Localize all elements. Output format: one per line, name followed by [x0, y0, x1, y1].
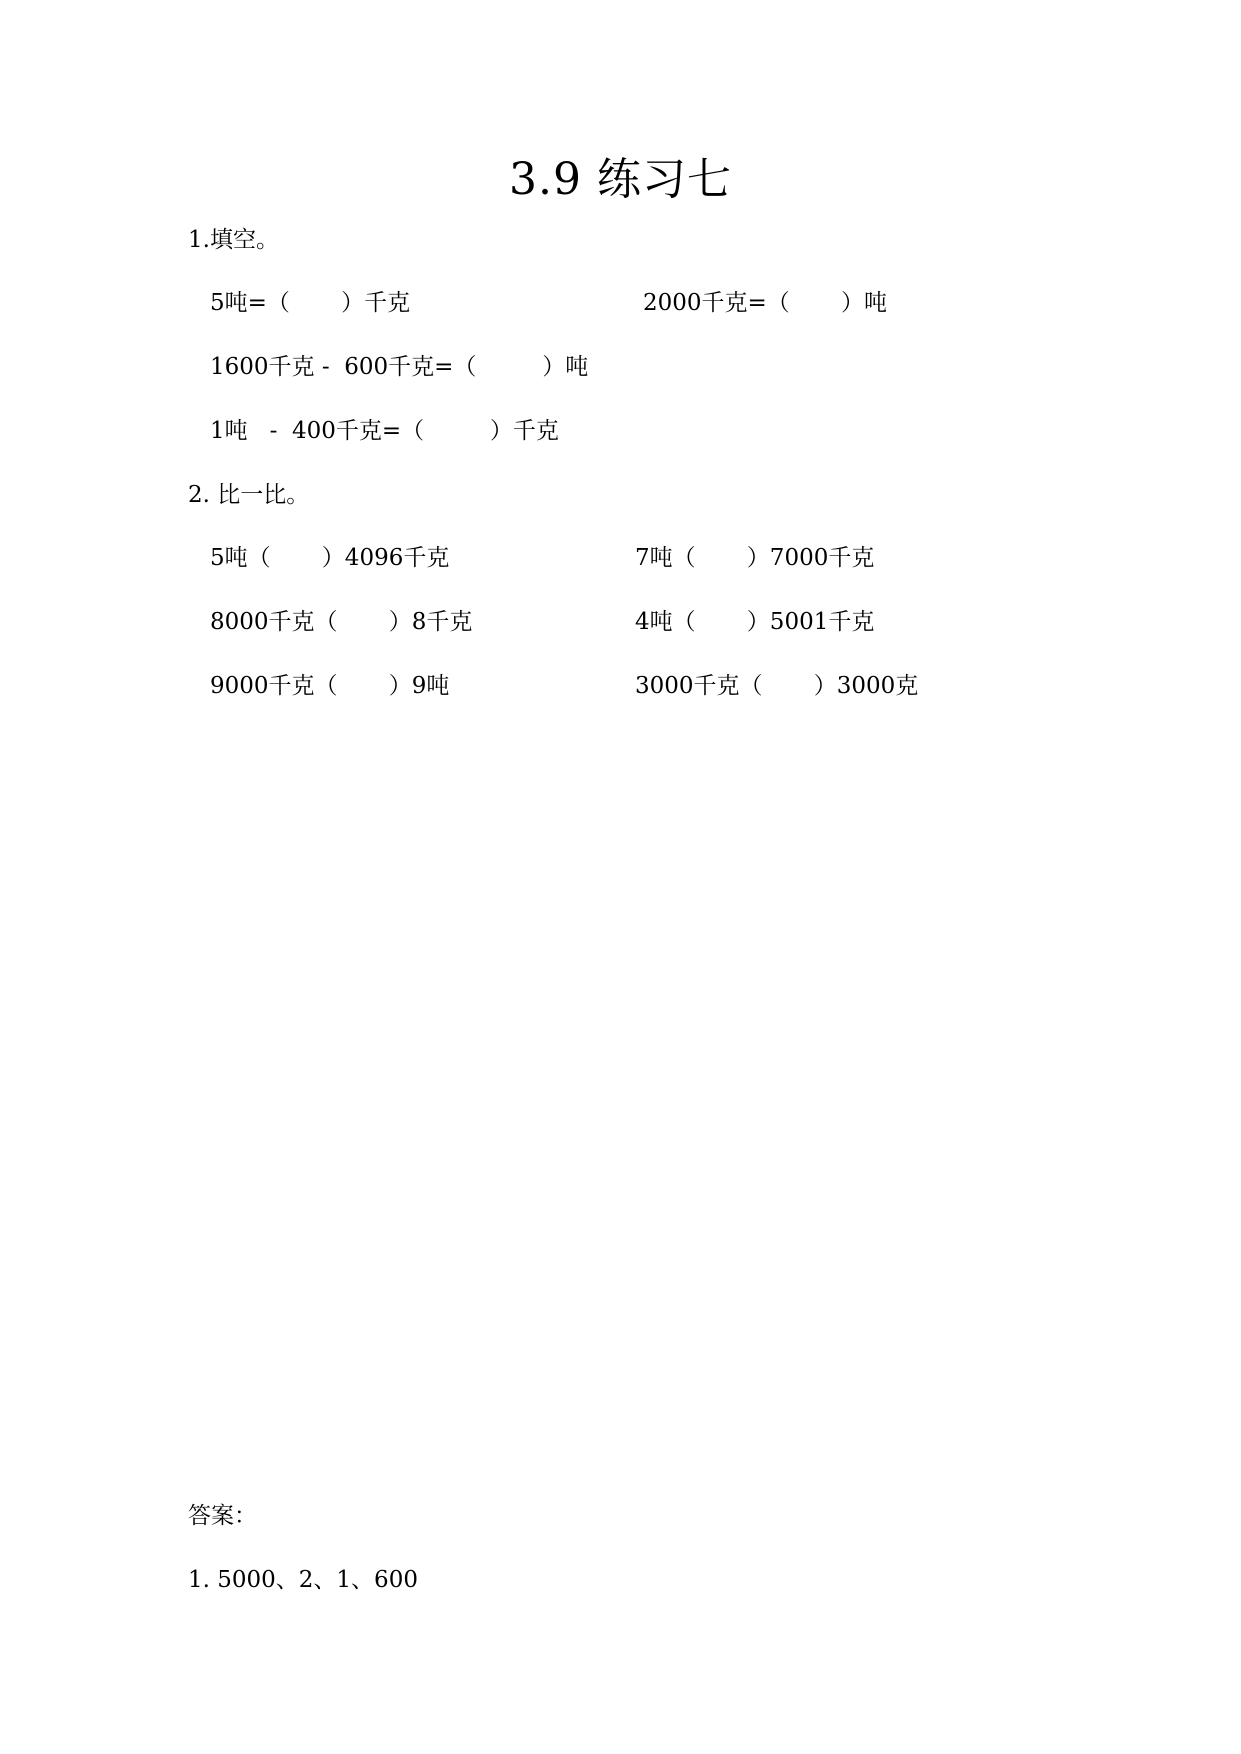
compare-item-5: 9000千克（ ）9吨: [210, 673, 450, 699]
compare-item-3: 8000千克（ ）8千克: [210, 609, 473, 635]
fill-item-3: 1600千克 - 600千克=（ ）吨: [210, 354, 589, 380]
compare-item-2: 7吨（ ）7000千克: [635, 545, 875, 571]
page-title: 3.9 练习七: [509, 154, 732, 205]
compare-item-4: 4吨（ ）5001千克: [635, 609, 875, 635]
section-1-heading: 1.填空。: [188, 227, 279, 253]
answers-heading: 答案：: [188, 1503, 257, 1529]
fill-item-4: 1吨 - 400千克=（ ）千克: [210, 418, 559, 444]
compare-item-1: 5吨（ ）4096千克: [210, 545, 450, 571]
answer-line-1: 1. 5000、2、1、600: [188, 1567, 418, 1593]
fill-item-1: 5吨=（ ）千克: [210, 290, 411, 316]
fill-item-2: 2000千克=（ ）吨: [643, 290, 887, 316]
section-2-heading: 2. 比一比。: [188, 482, 310, 508]
compare-item-6: 3000千克（ ）3000克: [635, 673, 919, 699]
